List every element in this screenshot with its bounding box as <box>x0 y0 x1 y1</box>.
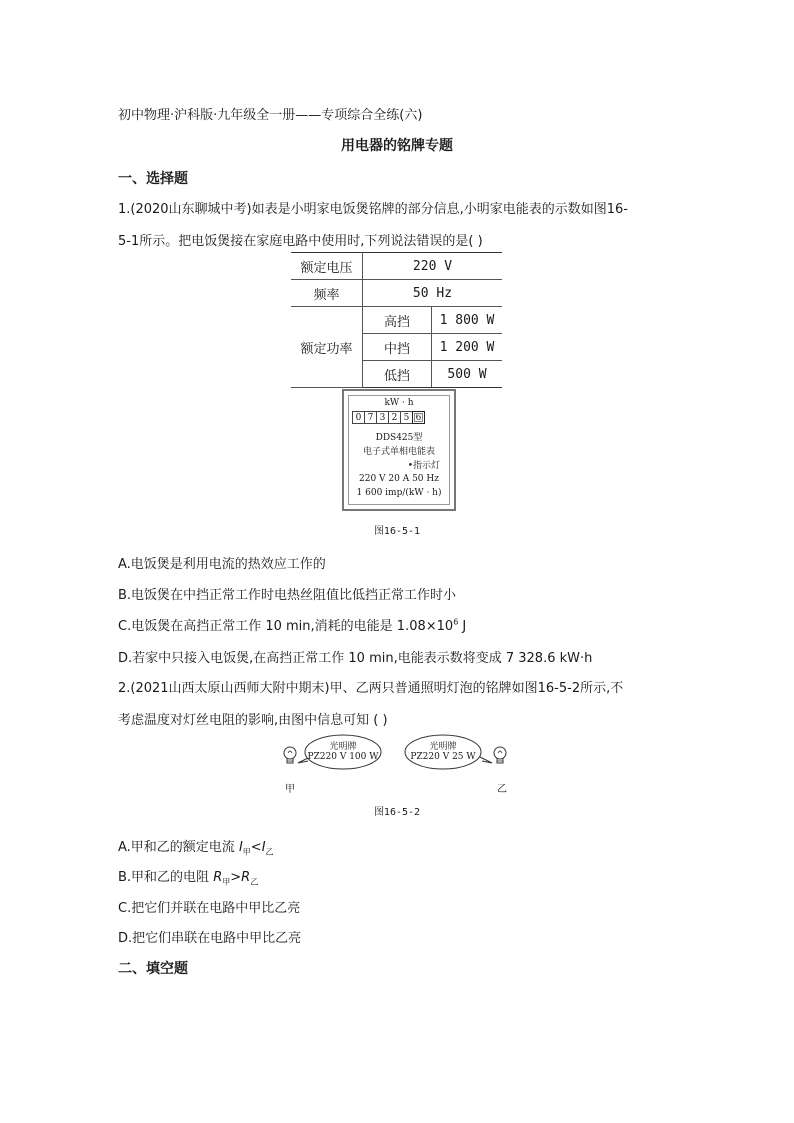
power-level-value: 500 W <box>432 361 503 388</box>
power-level-value: 1 800 W <box>432 307 503 334</box>
power-level-label: 低挡 <box>363 361 432 388</box>
power-level-value: 1 200 W <box>432 334 503 361</box>
q1-option-d: D.若家中只接入电饭煲,在高挡正常工作 10 min,电能表示数将变成 7 328.6 kW·h <box>118 651 593 666</box>
meter-digit: 7 <box>364 411 377 424</box>
meter-digit: 2 <box>388 411 401 424</box>
frequency-value: 50 Hz <box>363 280 503 307</box>
document-header: 初中物理·沪科版·九年级全一册——专项综合全练(六) <box>118 108 423 123</box>
meter-rating: 220 V 20 A 50 Hz <box>359 474 439 484</box>
meter-unit: kW · h <box>384 398 414 408</box>
meter-type: 电子式单相电能表 <box>362 447 435 457</box>
meter-constant: 1 600 imp/(kW · h) <box>356 488 442 498</box>
left-bulb-brand: 光明牌 <box>329 742 357 752</box>
page-title: 用电器的铭牌专题 <box>341 138 453 154</box>
figure-caption-16-5-1: 图16-5-1 <box>373 526 421 537</box>
bulb-icon <box>494 747 506 763</box>
right-bulb-brand: 光明牌 <box>429 742 457 752</box>
bulb-label-yi: 乙 <box>497 784 507 795</box>
left-bulb-spec: PZ220 V 100 W <box>307 752 379 762</box>
power-level-label: 高挡 <box>363 307 432 334</box>
q2-option-d: D.把它们串联在电路中甲比乙亮 <box>118 931 302 946</box>
meter-model: DDS425型 <box>375 433 423 443</box>
frequency-label: 频率 <box>291 280 363 307</box>
q1-option-c: C.电饭煲在高挡正常工作 10 min,消耗的电能是 $1.08\times 10^6$ J <box>118 617 467 634</box>
electric-meter-figure <box>342 389 456 511</box>
meter-indicator-light: •指示灯 <box>407 461 440 471</box>
meter-digit: 3 <box>376 411 389 424</box>
question-1-stem-line-2: 5-1所示。把电饭煲接在家庭电路中使用时,下列说法错误的是( ) <box>118 234 483 249</box>
q2-option-b: B.甲和乙的电阻 $R_甲>R_乙$ <box>118 870 259 887</box>
section-heading-choice: 一、选择题 <box>118 171 188 187</box>
q1-option-a: A.电饭煲是利用电流的热效应工作的 <box>118 557 326 572</box>
q2-option-c: C.把它们并联在电路中甲比乙亮 <box>118 901 301 916</box>
bulb-icon <box>284 747 296 763</box>
meter-digit: 5 <box>400 411 413 424</box>
bulb-label-jia: 甲 <box>285 784 295 795</box>
question-1-stem-line-1: 1.(2020山东聊城中考)如表是小明家电饭煲铭牌的部分信息,小明家电能表的示数如图16- <box>118 202 628 217</box>
figure-caption-16-5-2: 图16-5-2 <box>373 807 421 818</box>
right-bulb-spec: PZ220 V 25 W <box>410 752 476 762</box>
q1-option-b: B.电饭煲在中挡正常工作时电热丝阻值比低挡正常工作时小 <box>118 588 457 603</box>
rice-cooker-nameplate-table <box>291 252 502 388</box>
meter-digit-decimal: 6 <box>412 411 425 424</box>
question-2-stem-line-2: 考虑温度对灯丝电阻的影响,由图中信息可知 ( ) <box>118 713 388 728</box>
section-heading-fill-blank: 二、填空题 <box>118 961 188 977</box>
rated-voltage-value: 220 V <box>363 253 503 280</box>
meter-reading <box>352 411 424 424</box>
q2-option-a: A.甲和乙的额定电流 $I_甲<I_乙$ <box>118 840 274 857</box>
rated-voltage-label: 额定电压 <box>291 253 363 280</box>
question-2-stem-line-1: 2.(2021山西太原山西师大附中期末)甲、乙两只普通照明灯泡的铭牌如图16-5-2所示,不 <box>118 681 624 696</box>
power-level-label: 中挡 <box>363 334 432 361</box>
rated-power-label: 额定功率 <box>291 307 363 388</box>
meter-digit: 0 <box>352 411 365 424</box>
